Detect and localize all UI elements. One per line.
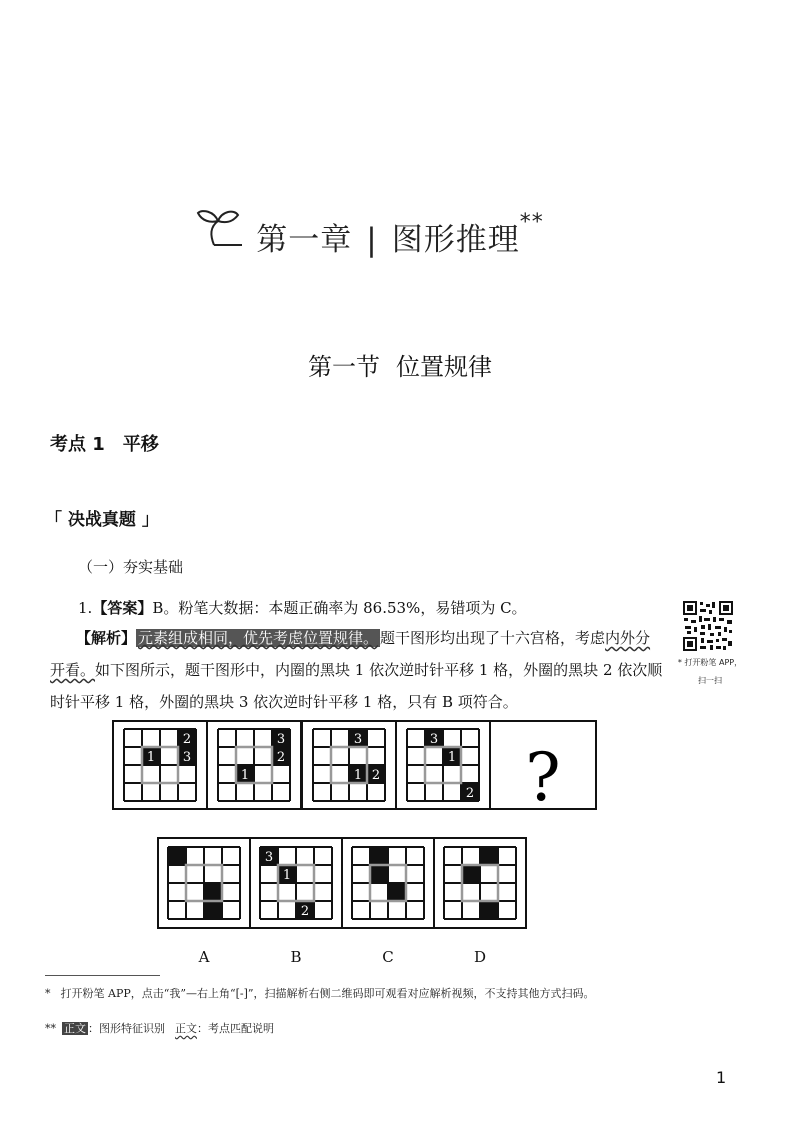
question-number: 1. (78, 599, 93, 617)
black-cell (204, 883, 222, 901)
cell-label: 3 (182, 750, 192, 765)
black-cell (168, 847, 186, 865)
cell-label: 1 (447, 750, 457, 765)
cell-label: 3 (353, 732, 363, 747)
option-label: B (290, 948, 302, 966)
chapter-label: 第一章 (256, 222, 353, 258)
option-row (158, 838, 526, 966)
analysis-text-a: 题干图形均出现了十六宫格，考虑 (380, 629, 606, 647)
stem-panel-3 (302, 721, 396, 809)
stem-panel-4 (396, 721, 490, 809)
analysis-text-b: 如下图所示，题干图形中，内圈的黑块 1 依次逆时针平移 1 格，外圈的黑块 2 依次顺时针平移 1 格，外圈的黑块 3 依次逆时针平移 1 格，只有 B 项符合。 (50, 661, 663, 711)
black-cell (204, 901, 222, 919)
section-title: 位置规律 (396, 353, 492, 381)
analysis-tag: 【解析】 (76, 629, 137, 647)
cell-label: 3 (429, 732, 439, 747)
cell-label: 2 (300, 904, 310, 919)
black-cell (480, 901, 498, 919)
black-cell (370, 847, 388, 865)
footnote-1 (45, 985, 665, 1002)
cell-label: 1 (282, 868, 292, 883)
option-panel-C (342, 838, 434, 928)
footnote-2-text2: ：考点匹配说明 (197, 1022, 274, 1035)
qr-caption-line2: 扫一扫 (698, 676, 722, 685)
cell-label: 3 (264, 850, 274, 865)
black-cell (388, 883, 406, 901)
black-cell (480, 847, 498, 865)
footnote-2-tag2: 正文 (175, 1022, 197, 1035)
point-title: 平移 (122, 434, 159, 455)
option-panel-D (434, 838, 526, 928)
question-mark: ? (525, 739, 561, 816)
answer-text: B。粉笔大数据：本题正确率为 86.53%，易错项为 C。 (152, 599, 527, 617)
page-number: 1 (716, 1068, 727, 1087)
option-label: C (382, 948, 394, 966)
chapter-title: 图形推理 (391, 222, 520, 258)
footnote-2-tag: 正文 (64, 1022, 86, 1035)
stem-panel-1 (113, 721, 207, 809)
black-cell (370, 865, 388, 883)
chapter-stars: ** (519, 210, 544, 235)
cell-label: 1 (146, 750, 156, 765)
footnote-rule (45, 975, 160, 976)
cell-label: 3 (276, 732, 286, 747)
option-label: D (473, 948, 487, 966)
footnote-2-marker: ** (45, 1022, 56, 1035)
footnote-1-text: 打开粉笔 APP，点击“我”—右上角“[-]”，扫描解析右侧二维码即可观看对应解析视频，不支持其他方式扫码。 (60, 987, 595, 1000)
answer-tag: 【答案】 (92, 599, 153, 617)
cell-label: 1 (240, 768, 250, 783)
cell-label: 1 (353, 768, 363, 783)
option-panel-B (250, 838, 342, 928)
footnote-2-text1: ：图形特征识别 (88, 1022, 165, 1035)
stem-row (113, 721, 596, 809)
chapter-separator: | (366, 222, 378, 258)
section-label: 第一节 (308, 353, 380, 381)
footnote-1-marker: * (45, 987, 51, 1000)
point-label: 考点 1 (50, 434, 105, 455)
analysis-wavy: 内外分开看。 (50, 629, 651, 679)
black-cell (462, 865, 480, 883)
sub-title: （一）夯实基础 (78, 558, 184, 576)
option-label: A (198, 948, 210, 966)
cell-label: 2 (182, 732, 192, 747)
analysis-highlight: 元素组成相同，优先考虑位置规律。 (138, 629, 379, 647)
cell-label: 2 (276, 750, 286, 765)
stem-panel-2 (207, 721, 301, 809)
cell-label: 2 (371, 768, 381, 783)
option-panel-A (158, 838, 250, 928)
qr-caption-line1: * 打开粉笔 APP， (677, 658, 743, 667)
footnote-2 (45, 1020, 274, 1037)
bracket-title: 「 决战真题 」 (45, 510, 159, 530)
cell-label: 2 (465, 786, 475, 801)
